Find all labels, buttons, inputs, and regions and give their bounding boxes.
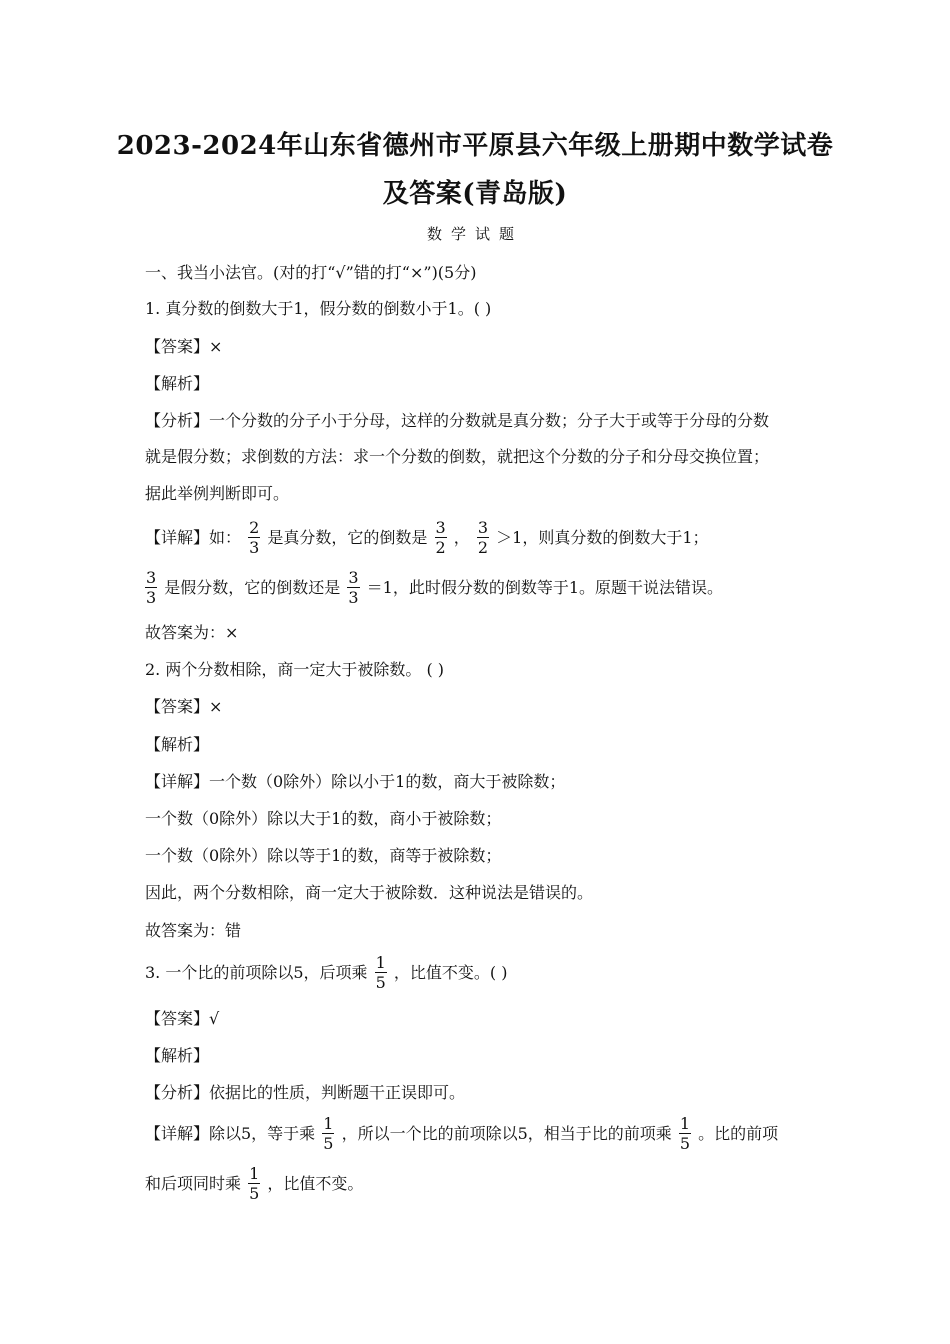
q1-analysis-line3: 据此举例判断即可。 — [145, 484, 290, 503]
q1-detail-text-a: 【详解】如： — [145, 527, 242, 547]
document-title-line1: 2023-2024年山东省德州市平原县六年级上册期中数学试卷 — [116, 131, 834, 161]
document-subtitle: 数学试题 — [426, 225, 523, 243]
q1-detail-text-c: ， — [453, 527, 470, 547]
q3-detail-line2 — [145, 1164, 825, 1203]
fraction-denominator: 5 — [323, 1134, 334, 1153]
fraction-denominator: 5 — [375, 973, 386, 992]
section-heading: 一、我当小法官。(对的打“√”错的打“×”)(5分) — [145, 263, 477, 282]
q3-detail2-text-b: ，比值不变。 — [267, 1173, 364, 1193]
q3-stem-text-a: 3. 一个比的前项除以5，后项乘 — [145, 962, 368, 982]
q2-final: 故答案为：错 — [145, 921, 242, 940]
fraction-denominator: 2 — [477, 538, 489, 557]
fraction-one-fifth — [375, 953, 387, 992]
q1-detail-text-d: ＞1，则真分数的倒数大于1； — [496, 527, 709, 547]
fraction-numerator: 3 — [146, 568, 157, 587]
q2-detail-line1: 【详解】一个数（0除外）除以小于1的数，商大于被除数； — [145, 772, 566, 791]
fraction-numerator: 1 — [323, 1114, 334, 1133]
q2-detail-line2: 一个数（0除外）除以大于1的数，商小于被除数； — [145, 809, 502, 828]
q3-stem-text-b: ，比值不变。( ) — [393, 962, 508, 982]
fraction-one-fifth — [322, 1114, 334, 1153]
q1-analysis-line1: 【分析】一个分数的分子小于分母，这样的分数就是真分数；分子大于或等于分母的分数 — [145, 411, 770, 430]
q3-analysis: 【分析】依据比的性质，判断题干正误即可。 — [145, 1083, 466, 1102]
q3-detail-text-b: ，所以一个比的前项除以5，相当于比的前项乘 — [341, 1123, 672, 1143]
q1-detail2-text-b: ＝1，此时假分数的倒数等于1。原题干说法错误。 — [366, 577, 724, 597]
fraction-denominator: 3 — [146, 588, 157, 607]
fraction-numerator: 3 — [348, 568, 359, 587]
q3-jiexi: 【解析】 — [145, 1046, 210, 1065]
document-title-line2: 及答案(青岛版) — [382, 179, 568, 209]
q1-analysis-line2: 就是假分数；求倒数的方法：求一个分数的倒数，就把这个分数的分子和分母交换位置； — [145, 447, 770, 466]
fraction-three-thirds — [347, 568, 359, 607]
fraction-two-thirds — [248, 518, 260, 557]
q1-detail-line2 — [145, 568, 825, 607]
q3-answer: 【答案】√ — [145, 1009, 220, 1028]
q1-final: 故答案为：× — [145, 623, 239, 642]
q3-stem — [145, 953, 825, 992]
fraction-denominator: 5 — [679, 1134, 691, 1153]
fraction-numerator: 1 — [375, 953, 386, 972]
q3-detail2-text-a: 和后项同时乘 — [145, 1173, 242, 1193]
fraction-denominator: 3 — [348, 588, 359, 607]
q2-detail-line3: 一个数（0除外）除以等于1的数，商等于被除数； — [145, 846, 502, 865]
fraction-three-thirds — [145, 568, 157, 607]
fraction-denominator: 2 — [435, 538, 446, 557]
fraction-one-fifth — [679, 1114, 691, 1153]
q2-stem: 2. 两个分数相除，商一定大于被除数。 ( ) — [145, 660, 445, 679]
q1-detail-text-b: 是真分数，它的倒数是 — [267, 527, 428, 547]
fraction-denominator: 3 — [249, 538, 260, 557]
q3-detail-text-c: 。比的前项 — [698, 1123, 779, 1143]
q1-stem: 1. 真分数的倒数大于1，假分数的倒数小于1。( ) — [145, 299, 492, 318]
fraction-three-halves — [435, 518, 447, 557]
q1-detail2-text-a: 是假分数，它的倒数还是 — [164, 577, 341, 597]
q3-detail-line1 — [145, 1114, 825, 1153]
q1-answer: 【答案】× — [145, 337, 223, 356]
fraction-three-halves — [477, 518, 489, 557]
q3-detail-text-a: 【详解】除以5，等于乘 — [145, 1123, 316, 1143]
q2-jiexi: 【解析】 — [145, 735, 210, 754]
q2-detail-line4: 因此，两个分数相除，商一定大于被除数．这种说法是错误的。 — [145, 883, 594, 902]
fraction-numerator: 2 — [249, 518, 260, 537]
fraction-numerator: 1 — [249, 1164, 260, 1183]
fraction-denominator: 5 — [249, 1184, 260, 1203]
fraction-one-fifth — [248, 1164, 260, 1203]
q1-detail-line1 — [145, 518, 825, 557]
q1-jiexi: 【解析】 — [145, 374, 210, 393]
q2-answer: 【答案】× — [145, 697, 223, 716]
fraction-numerator: 3 — [435, 518, 446, 537]
fraction-numerator: 1 — [679, 1114, 691, 1133]
fraction-numerator: 3 — [477, 518, 489, 537]
